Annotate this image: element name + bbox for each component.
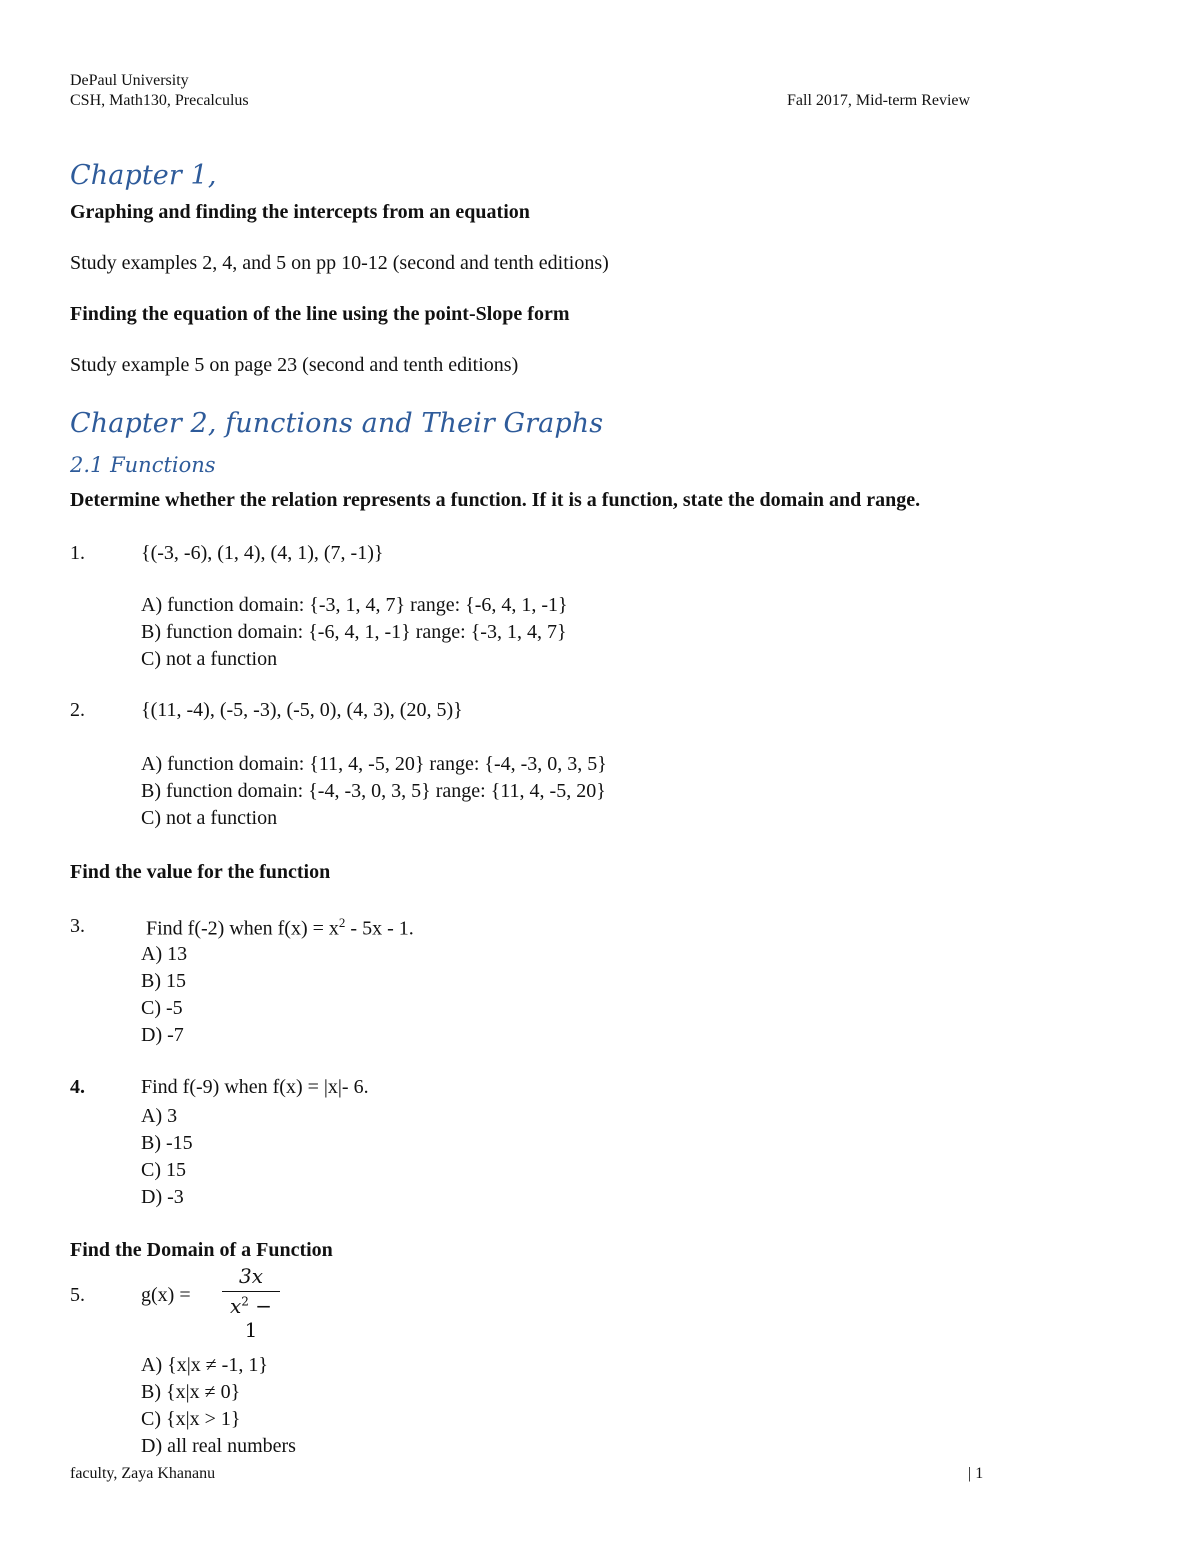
course-name: CSH, Math130, Precalculus <box>70 92 249 109</box>
chapter1-title: Chapter 1, <box>70 160 217 191</box>
option-a: A) 13 <box>141 943 188 965</box>
question-prompt: Find f(-9) when f(x) = |x|- 6. <box>141 1076 369 1098</box>
fraction-numerator: 3x <box>238 1264 263 1288</box>
question-number: 3. <box>70 915 85 937</box>
answer-options <box>141 1352 296 1460</box>
question-number: 4. <box>70 1076 85 1098</box>
footer-faculty: faculty, Zaya Khananu <box>70 1465 216 1482</box>
option-a: A) function domain: {11, 4, -5, 20} range: {-4, -3, 0, 3, 5} <box>141 753 607 775</box>
section-instruction: Determine whether the relation represents a function. If it is a function, state the domain and range. <box>70 489 921 511</box>
question-prompt: {(11, -4), (-5, -3), (-5, 0), (4, 3), (20, 5)} <box>141 699 463 721</box>
option-c: C) not a function <box>141 807 278 829</box>
option-b: B) function domain: {-6, 4, 1, -1} range: {-3, 1, 4, 7} <box>141 621 567 643</box>
option-c: C) not a function <box>141 648 278 670</box>
answer-options <box>141 941 187 1049</box>
fraction <box>222 1264 280 1342</box>
chapter1-topic1: Graphing and finding the intercepts from an equation <box>70 201 530 223</box>
option-b: B) -15 <box>141 1132 193 1154</box>
university-name: DePaul University <box>70 72 189 89</box>
question-number: 1. <box>70 542 85 564</box>
option-b: B) function domain: {-4, -3, 0, 3, 5} range: {11, 4, -5, 20} <box>141 780 606 802</box>
option-b: B) {x|x ≠ 0} <box>141 1381 241 1403</box>
chapter1-topic2: Finding the equation of the line using the point-Slope form <box>70 303 570 325</box>
answer-options <box>141 1103 193 1211</box>
chapter1-study2: Study example 5 on page 23 (second and tenth editions) <box>70 354 519 376</box>
option-d: D) all real numbers <box>141 1435 296 1457</box>
question-number: 2. <box>70 699 85 721</box>
fraction-denominator: $x^2 - 1$ <box>229 1294 273 1342</box>
option-a: A) function domain: {-3, 1, 4, 7} range: {-6, 4, 1, -1} <box>141 594 568 616</box>
page-number: | 1 <box>968 1465 984 1482</box>
section-title: 2.1 Functions <box>70 453 216 477</box>
option-b: B) 15 <box>141 970 186 992</box>
fraction-bar <box>222 1291 280 1292</box>
question-number: 5. <box>70 1284 85 1306</box>
option-a: A) {x|x ≠ -1, 1} <box>141 1354 268 1376</box>
option-a: A) 3 <box>141 1105 178 1127</box>
option-c: C) {x|x > 1} <box>141 1408 241 1430</box>
term-label: Fall 2017, Mid-term Review <box>787 92 971 109</box>
chapter1-study1: Study examples 2, 4, and 5 on pp 10-12 (second and tenth editions) <box>70 252 609 274</box>
find-value-heading: Find the value for the function <box>70 861 331 883</box>
option-c: C) 15 <box>141 1159 186 1181</box>
option-d: D) -3 <box>141 1186 184 1208</box>
answer-options <box>141 592 568 673</box>
find-domain-heading: Find the Domain of a Function <box>70 1239 333 1261</box>
option-c: C) -5 <box>141 997 183 1019</box>
question-prompt: {(-3, -6), (1, 4), (4, 1), (7, -1)} <box>141 542 384 564</box>
exponent: 2 <box>338 915 346 930</box>
chapter2-title: Chapter 2, functions and Their Graphs <box>70 408 604 439</box>
option-d: D) -7 <box>141 1024 184 1046</box>
question-prompt: Find f(-2) when $f(x) = x^2 - 5x - 1$. <box>146 915 414 940</box>
function-lhs: g(x) = <box>141 1284 191 1306</box>
answer-options <box>141 751 607 832</box>
